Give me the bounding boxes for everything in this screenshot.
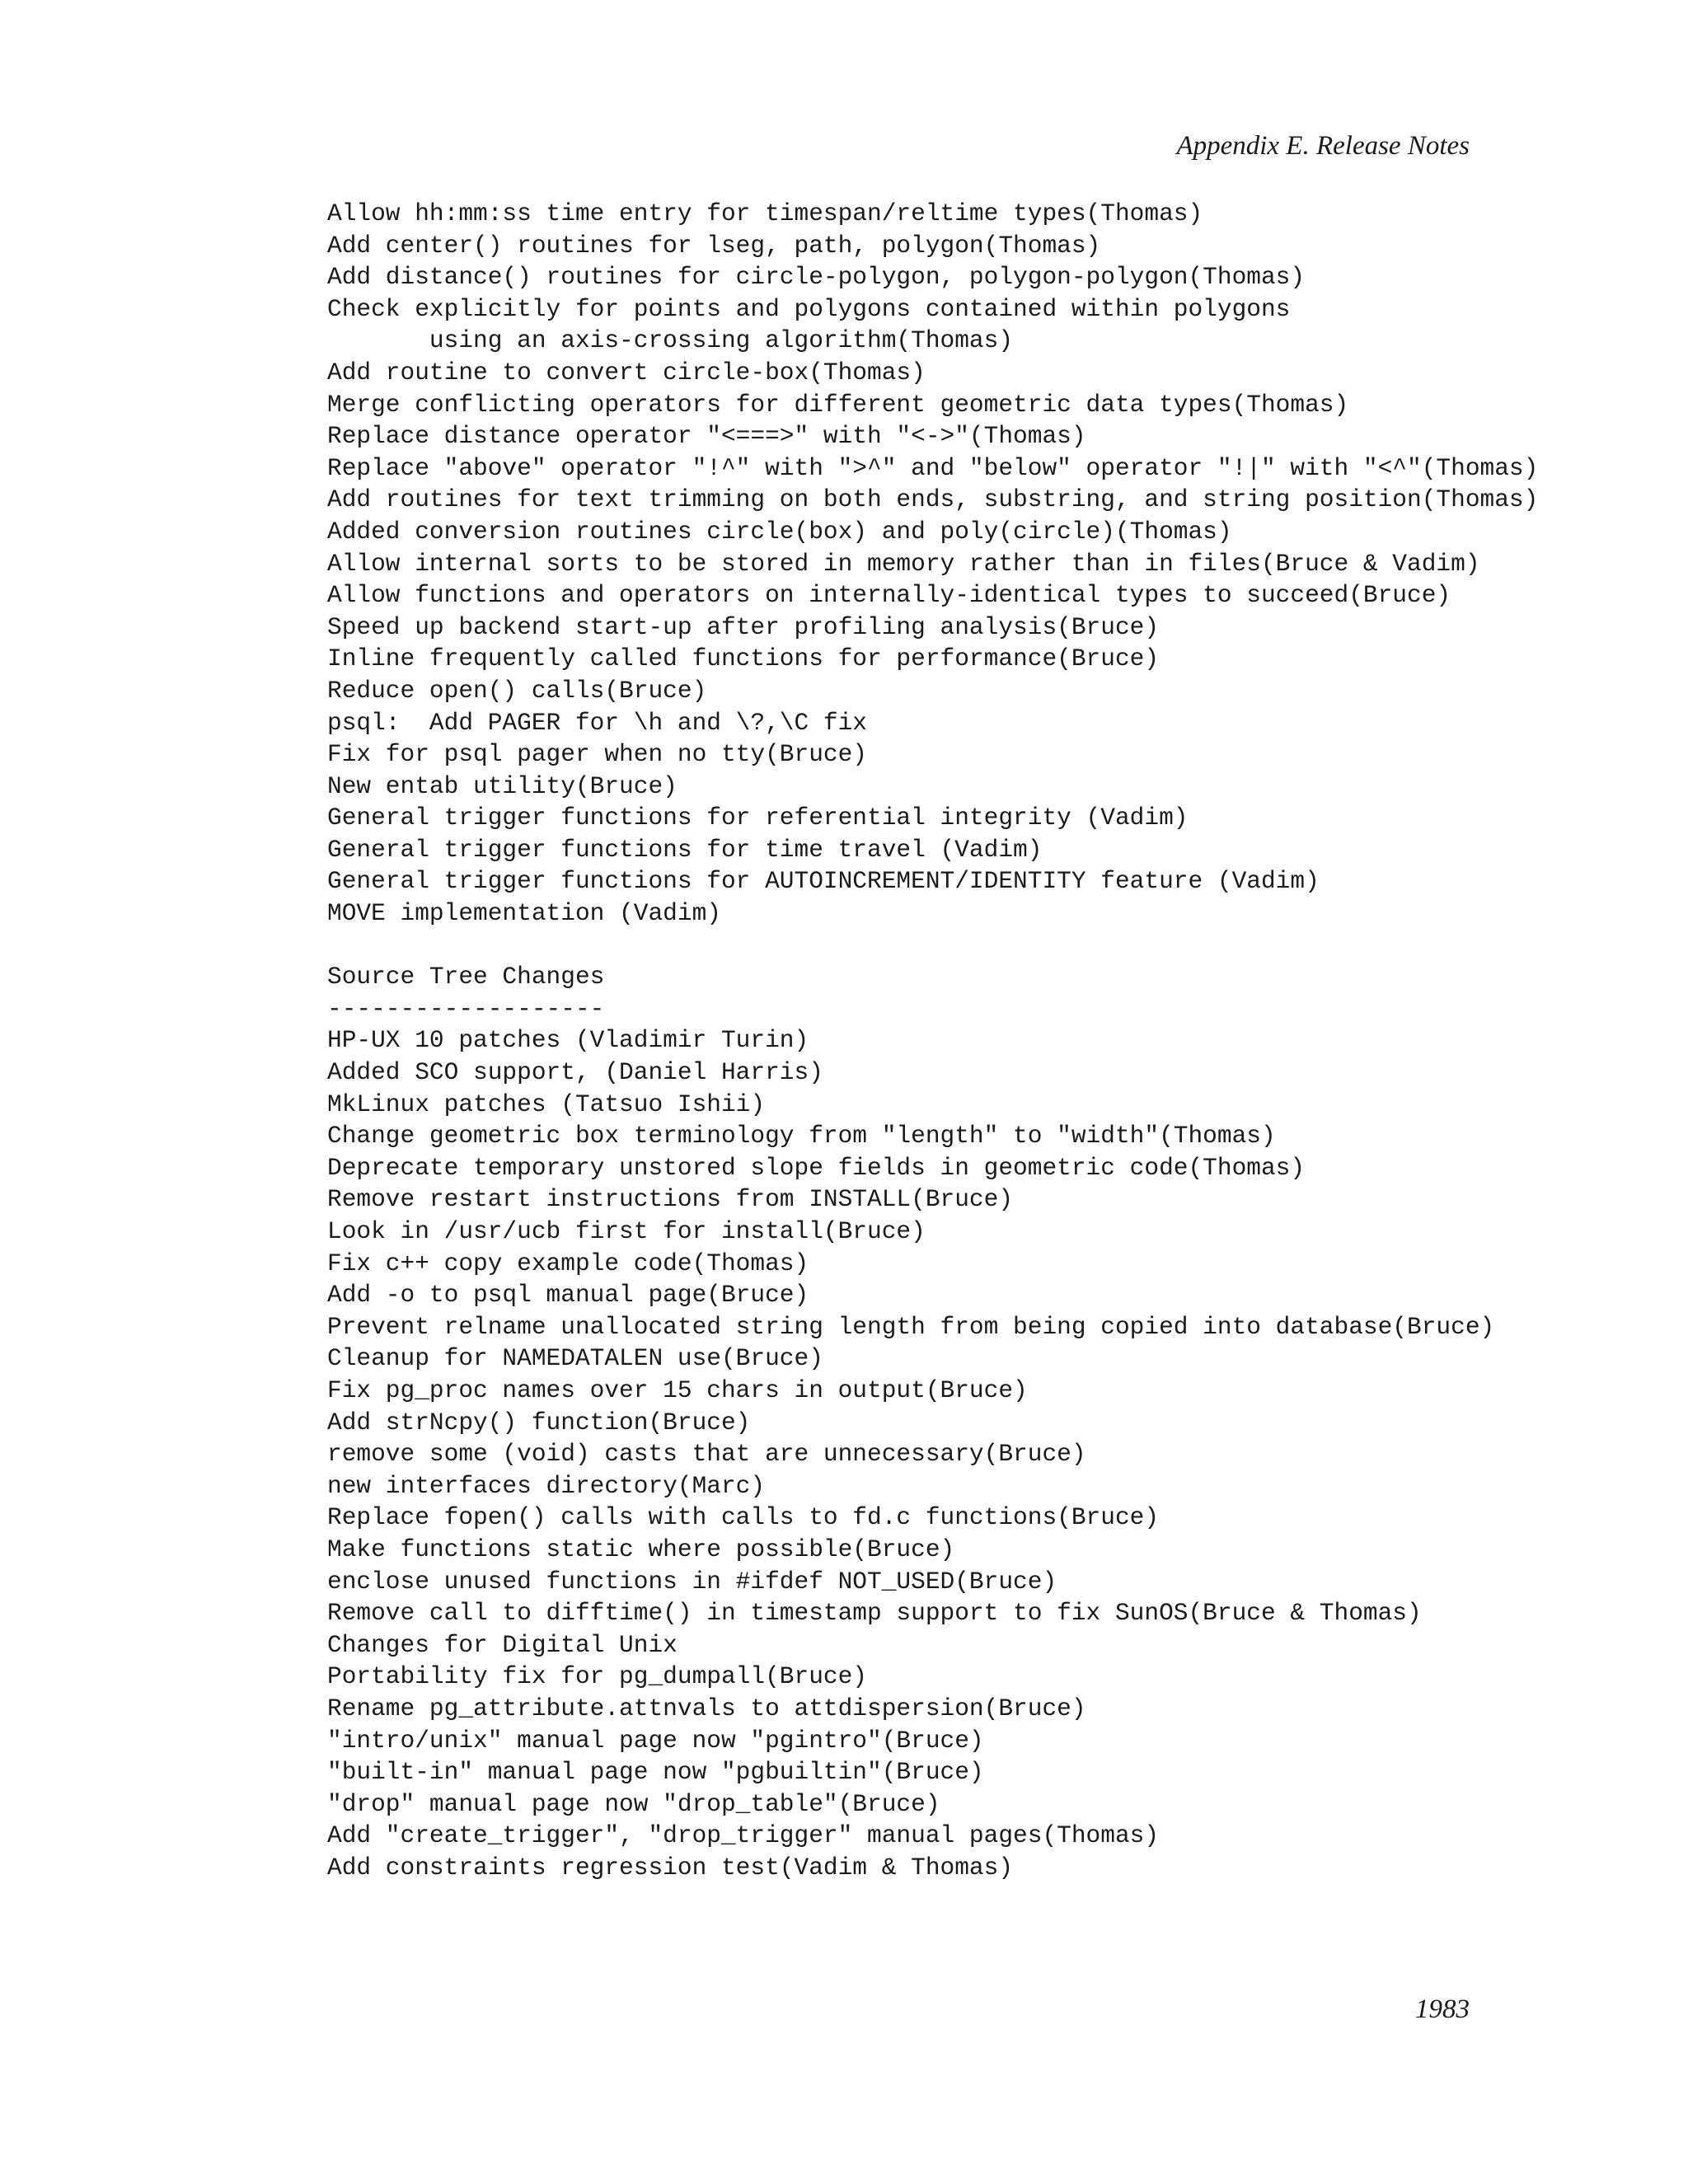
- listing-line: Add routine to convert circle-box(Thomas): [327, 358, 926, 387]
- listing-line: Replace distance operator "<===>" with "<->"(Thomas): [327, 422, 1086, 451]
- listing-line: New entab utility(Bruce): [327, 771, 678, 800]
- listing-line: Fix pg_proc names over 15 chars in output(Bruce): [327, 1376, 1028, 1404]
- listing-line: Replace "above" operator "!^" with ">^" and "below" operator "!|" with "<^"(Thomas): [327, 453, 1539, 482]
- listing-line: Changes for Digital Unix: [327, 1630, 678, 1659]
- listing-line: Inline frequently called functions for performance(Bruce): [327, 644, 1160, 673]
- listing-line: Allow internal sorts to be stored in memory rather than in files(Bruce & Vadim): [327, 549, 1480, 578]
- listing-line: remove some (void) casts that are unnecessary(Bruce): [327, 1440, 1086, 1469]
- listing-line: Merge conflicting operators for different geometric data types(Thomas): [327, 390, 1349, 419]
- listing-line: Reduce open() calls(Bruce): [327, 676, 707, 705]
- listing-line: Add routines for text trimming on both ends, substring, and string position(Thomas): [327, 485, 1539, 514]
- listing-line: psql: Add PAGER for \h and \?,\C fix: [327, 708, 868, 737]
- listing-line: Change geometric box terminology from "length" to "width"(Thomas): [327, 1122, 1276, 1151]
- listing-line: General trigger functions for AUTOINCREMENT/IDENTITY feature (Vadim): [327, 867, 1320, 896]
- listing-line: Fix for psql pager when no tty(Bruce): [327, 740, 868, 769]
- listing-line: Cleanup for NAMEDATALEN use(Bruce): [327, 1344, 823, 1373]
- listing-line: HP-UX 10 patches (Vladimir Turin): [327, 1026, 809, 1055]
- listing-line: Replace fopen() calls with calls to fd.c functions(Bruce): [327, 1503, 1160, 1532]
- listing-line: Add strNcpy() function(Bruce): [327, 1408, 751, 1436]
- listing-line: new interfaces directory(Marc): [327, 1471, 766, 1500]
- listing-line: Allow hh:mm:ss time entry for timespan/reltime types(Thomas): [327, 199, 1203, 227]
- section-heading: Source Tree Changes: [327, 963, 605, 991]
- listing-line: Add constraints regression test(Vadim & Thomas): [327, 1853, 1014, 1882]
- listing-line: Remove restart instructions from INSTALL(Bruce): [327, 1185, 1014, 1214]
- listing-line: Fix c++ copy example code(Thomas): [327, 1249, 809, 1277]
- listing-line: Portability fix for pg_dumpall(Bruce): [327, 1662, 868, 1691]
- listing-line: Allow functions and operators on internally-identical types to succeed(Bruce): [327, 581, 1451, 610]
- blank-line: [327, 930, 1538, 962]
- release-notes-listing: [327, 198, 1538, 1883]
- listing-line: Added SCO support, (Daniel Harris): [327, 1058, 823, 1087]
- listing-line: MOVE implementation (Vadim): [327, 899, 721, 928]
- listing-line: Deprecate temporary unstored slope fields in geometric code(Thomas): [327, 1153, 1306, 1182]
- listing-line: "built-in" manual page now "pgbuiltin"(Bruce): [327, 1758, 984, 1787]
- listing-line: Added conversion routines circle(box) and poly(circle)(Thomas): [327, 517, 1232, 546]
- listing-line: Add -o to psql manual page(Bruce): [327, 1281, 809, 1310]
- listing-line: Prevent relname unallocated string length from being copied into database(Bruce): [327, 1312, 1495, 1341]
- listing-line: General trigger functions for time travel (Vadim): [327, 835, 1043, 864]
- listing-line: using an axis-crossing algorithm(Thomas): [327, 326, 1014, 355]
- listing-line: Add "create_trigger", "drop_trigger" manual pages(Thomas): [327, 1821, 1160, 1850]
- listing-line: enclose unused functions in #ifdef NOT_USED(Bruce): [327, 1567, 1057, 1596]
- listing-line: "drop" manual page now "drop_table"(Bruce): [327, 1789, 940, 1818]
- listing-line: MkLinux patches (Tatsuo Ishii): [327, 1090, 766, 1118]
- listing-line: Check explicitly for points and polygons contained within polygons: [327, 294, 1291, 323]
- listing-line: General trigger functions for referential integrity (Vadim): [327, 804, 1189, 832]
- listing-line: "intro/unix" manual page now "pgintro"(Bruce): [327, 1726, 984, 1755]
- page-number: 1983: [1415, 1994, 1470, 2024]
- listing-line: Speed up backend start-up after profiling analysis(Bruce): [327, 612, 1160, 641]
- listing-line: Add center() routines for lseg, path, polygon(Thomas): [327, 231, 1101, 260]
- listing-line: Make functions static where possible(Bruce): [327, 1535, 955, 1563]
- listing-line: Look in /usr/ucb first for install(Bruce): [327, 1217, 926, 1245]
- listing-line: Rename pg_attribute.attnvals to attdispersion(Bruce): [327, 1694, 1086, 1722]
- listing-line: Remove call to difftime() in timestamp support to fix SunOS(Bruce & Thomas): [327, 1599, 1422, 1628]
- listing-line: Add distance() routines for circle-polygon, polygon-polygon(Thomas): [327, 263, 1306, 292]
- running-header: Appendix E. Release Notes: [1176, 131, 1470, 161]
- section-underline: -------------------: [327, 994, 605, 1023]
